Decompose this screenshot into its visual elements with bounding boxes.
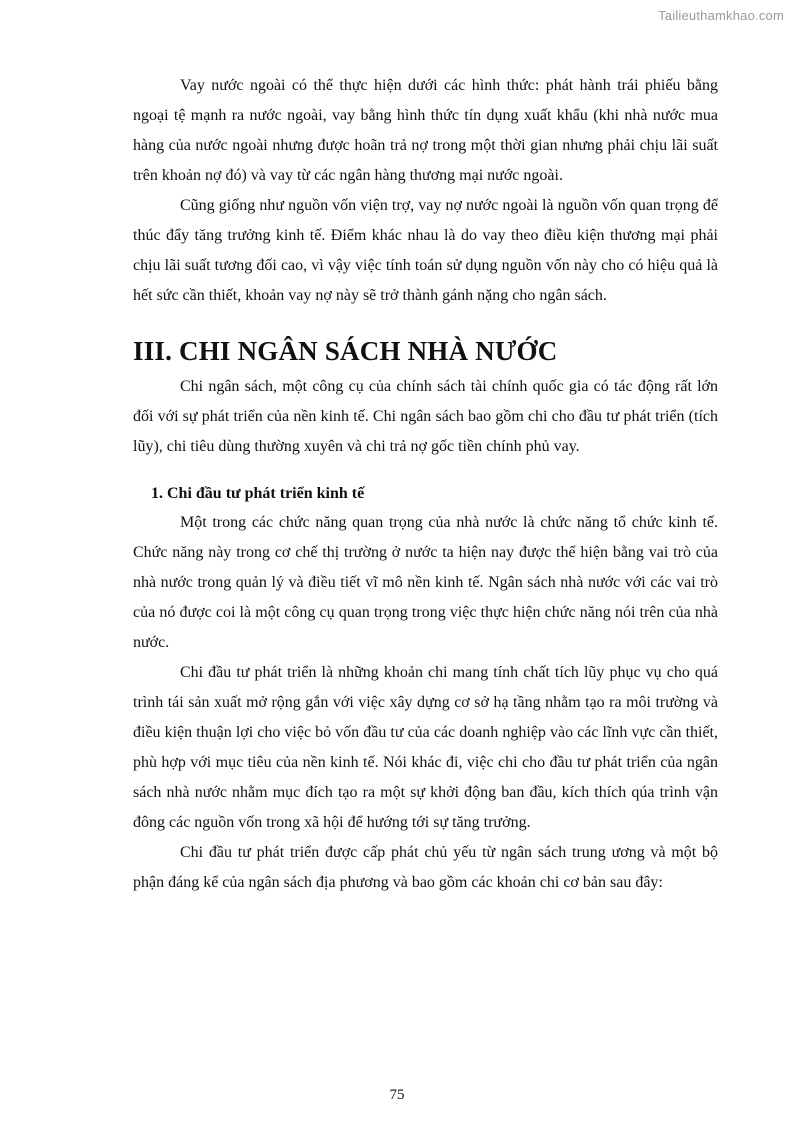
paragraph-foreign-loan-importance: Cũng giống như nguồn vốn viện trợ, vay nợ nước ngoài là nguồn vốn quan trọng để thúc đẩy tăng trưởng kinh tế. Điểm khác nhau là do vay theo điều kiện thương mại phải chịu lãi suất tương đối cao, vì vậy việc tính toán sử dụng nguồn vốn này cho có hiệu quả là hết sức cần thiết, khoản vay nợ này sẽ trở thành gánh nặng cho ngân sách. [133, 197, 718, 304]
section-heading: III. CHI NGÂN SÁCH NHÀ NƯỚC [133, 336, 558, 366]
page-number: 75 [389, 1087, 405, 1103]
subsection-heading: 1. Chi đầu tư phát triển kinh tế [151, 485, 365, 502]
paragraph-development-investment: Chi đầu tư phát triển là những khoản chi mang tính chất tích lũy phục vụ cho quá trình tái sản xuất mở rộng gắn với việc xây dựng cơ sở hạ tầng nhằm tạo ra môi trường và điều kiện thuận lợi cho việc bỏ vốn đầu tư của các doanh nghiệp vào các lĩnh vực cần thiết, phù hợp với mục tiêu của nền kinh tế. Nói khác đi, việc chi cho đầu tư phát triển của ngân sách nhà nước nhằm mục đích tạo ra một sự khởi động ban đầu, kích thích qúa trình vận đông các nguồn vốn trong xã hội để hướng tới sự tăng trưởng. [133, 664, 718, 831]
paragraph-state-economic-function: Một trong các chức năng quan trọng của nhà nước là chức năng tổ chức kinh tế. Chức năng này trong cơ chế thị trường ở nước ta hiện nay được thể hiện bằng vai trò của nhà nước trong quản lý và điều tiết vĩ mô nền kinh tế. Ngân sách nhà nước với các vai trò của nó được coi là một công cụ quan trọng trong việc thực hiện chức năng nói trên của nhà nước. [133, 514, 718, 651]
paragraph-funding-sources: Chi đầu tư phát triển được cấp phát chủ yếu từ ngân sách trung ương và một bộ phận đáng kể của ngân sách địa phương và bao gồm các khoản chi cơ bản sau đây: [133, 844, 718, 891]
document-body [133, 71, 718, 898]
paragraph-foreign-loan-forms: Vay nước ngoài có thể thực hiện dưới các hình thức: phát hành trái phiếu bằng ngoại tệ mạnh ra nước ngoài, vay bằng hình thức tín dụng xuất khẩu (khi nhà nước mua hàng của nước ngoài nhưng được hoãn trả nợ trong một thời gian nhưng phải chịu lãi suất trên khoản nợ đó) và vay từ các ngân hàng thương mại nước ngoài. [133, 77, 718, 184]
paragraph-budget-spending-intro: Chi ngân sách, một công cụ của chính sách tài chính quốc gia có tác động rất lớn đối với sự phát triển của nền kinh tế. Chi ngân sách bao gồm chi cho đầu tư phát triển (tích lũy), chi tiêu dùng thường xuyên và chi trả nợ gốc tiền chính phủ vay. [133, 378, 718, 455]
watermark: Tailieuthamkhao.com [658, 8, 784, 23]
